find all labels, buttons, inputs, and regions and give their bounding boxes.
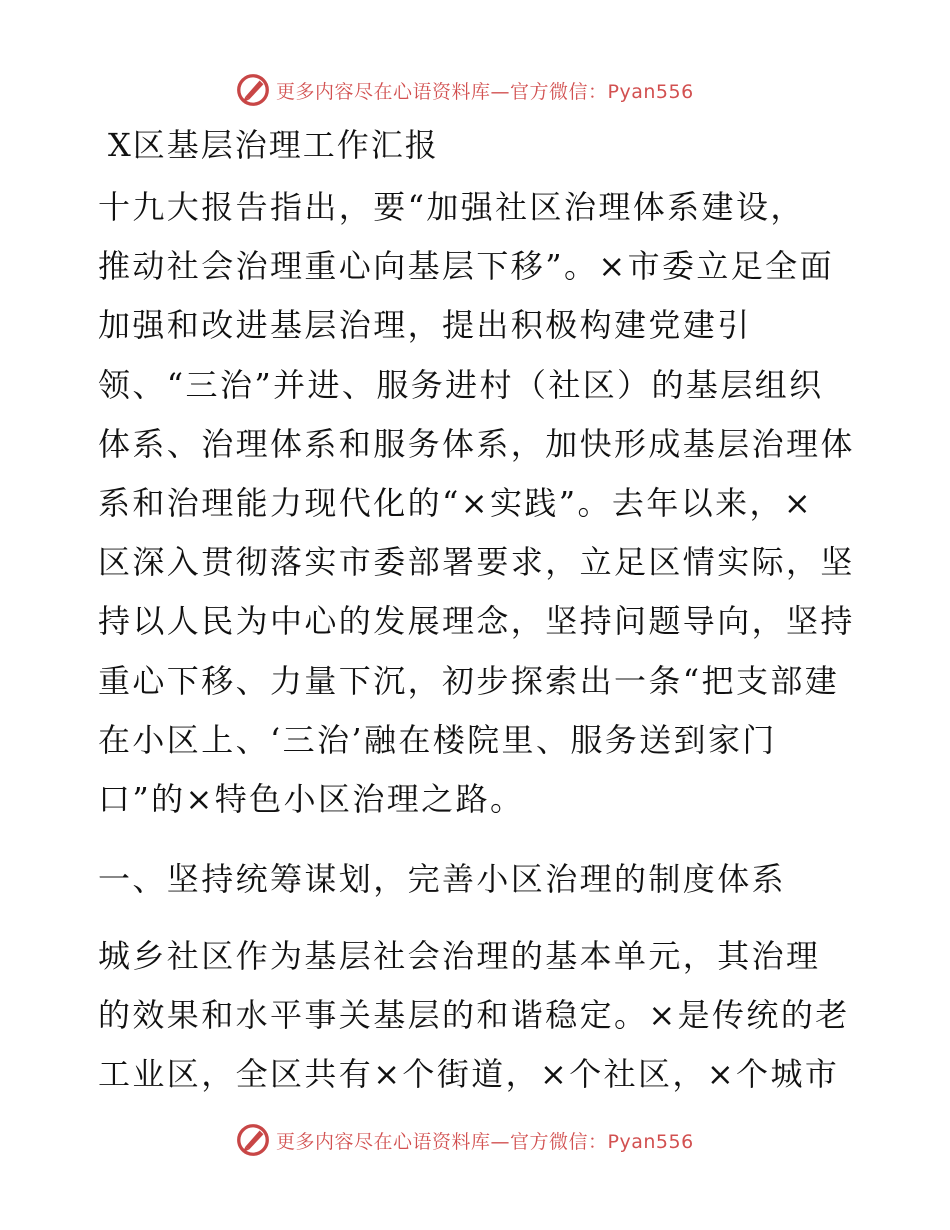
text-line: 口”的×特色小区治理之路。 xyxy=(98,780,525,819)
text-line: 持以人民为中心的发展理念，坚持问题导向，坚持 xyxy=(98,602,855,641)
text-line: 体系、治理体系和服务体系，加快形成基层治理体 xyxy=(98,424,855,463)
text-line: 在小区上、‘三治’融在楼院里、服务送到家门 xyxy=(98,720,777,759)
text-line: 推动社会治理重心向基层下移”。×市委立足全面 xyxy=(98,247,834,286)
watermark-text: 更多内容尽在心语资料库—官方微信：Pyan556 xyxy=(276,1130,694,1153)
intro-paragraph xyxy=(98,178,858,829)
pen-logo-icon xyxy=(234,71,272,109)
text-line: 加强和改进基层治理，提出积极构建党建引 xyxy=(98,306,752,345)
text-line: 的效果和水平事关基层的和谐稳定。×是传统的老 xyxy=(98,996,850,1035)
pen-logo-icon xyxy=(234,1121,272,1159)
text-line: 城乡社区作为基层社会治理的基本单元，其治理 xyxy=(98,937,821,975)
section-heading-text: 一、坚持统筹谋划，完善小区治理的制度体系 xyxy=(98,860,787,898)
watermark-text: 更多内容尽在心语资料库—官方微信：Pyan556 xyxy=(276,80,694,103)
text-line: 工业区，全区共有×个街道，×个社区，×个城市 xyxy=(98,1055,840,1094)
watermark-banner-top xyxy=(234,70,694,110)
text-line: 重心下移、力量下沉，初步探索出一条“把支部建 xyxy=(98,661,840,700)
text-line: 系和治理能力现代化的“×实践”。去年以来，× xyxy=(98,484,814,523)
watermark-banner-bottom xyxy=(234,1120,694,1160)
text-line: 区深入贯彻落实市委部署要求，立足区情实际，坚 xyxy=(98,543,855,582)
text-line: 十九大报告指出，要“加强社区治理体系建设， xyxy=(98,188,805,226)
document-title: X区基层治理工作汇报 xyxy=(108,126,439,164)
section1-paragraph xyxy=(98,927,858,1105)
text-line: 领、“三治”并进、服务进村（社区）的基层组织 xyxy=(98,365,824,404)
section-heading xyxy=(98,850,858,909)
